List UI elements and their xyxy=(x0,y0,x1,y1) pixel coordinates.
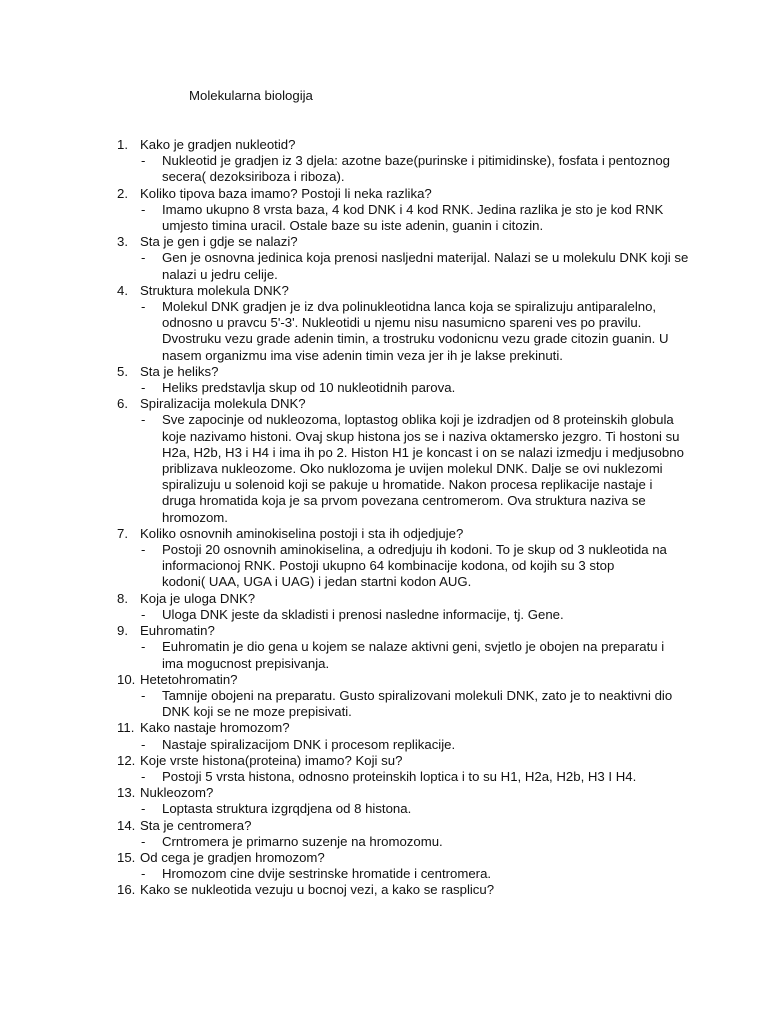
question-list xyxy=(0,137,768,899)
answer-block xyxy=(0,380,768,396)
dash-bullet-icon: - xyxy=(141,639,146,655)
item-number: 4. xyxy=(117,282,128,298)
list-item xyxy=(0,234,768,283)
answer-line: DNK koji se ne moze prepisivati. xyxy=(162,704,352,720)
answer-line: Dvostruku vezu grade adenin timin, a trostruku vodonicnu vezu grade citozin guanin. U xyxy=(162,331,669,347)
answer-text xyxy=(162,542,682,591)
question-text: Hetetohromatin? xyxy=(140,671,238,687)
answer-line: spiralizuju u solenoid koji se pakuje u hromatide. Nakon procesa replikacije nastaje i xyxy=(162,477,653,493)
answer-block xyxy=(0,153,768,185)
answer-line: koje nazivamo histoni. Ovaj skup histona jos se i naziva oktamersko jezgro. Ti hostoni su xyxy=(162,428,680,444)
list-item xyxy=(0,364,768,396)
answer-text xyxy=(162,866,682,882)
answer-block xyxy=(0,688,768,720)
answer-text xyxy=(162,250,689,282)
answer-line: Nukleotid je gradjen iz 3 djela: azotne baze(purinske i pitimidinske), fosfata i pentoznog xyxy=(162,153,671,169)
answer-line: Imamo ukupno 8 vrsta baza, 4 kod DNK i 4 kod RNK. Jedina razlika je sto je kod RNK xyxy=(162,201,664,217)
list-item xyxy=(0,850,768,882)
item-number: 5. xyxy=(117,363,128,379)
answer-block xyxy=(0,542,768,591)
list-item xyxy=(0,137,768,186)
question-text: Sta je centromera? xyxy=(140,817,252,833)
answer-text xyxy=(162,607,682,623)
answer-text xyxy=(162,202,682,234)
answer-line: druga hromatida koja je sa prvom povezana centromerom. Ova struktura naziva se xyxy=(162,493,646,509)
list-item xyxy=(0,591,768,623)
answer-line: Molekul DNK gradjen je iz dva polinukleotidna lanca koja se spiralizuju antiparalelno, xyxy=(162,299,657,315)
answer-line: odnosno u pravcu 5'-3'. Nukleotidi u njemu nisu nasumicno spareni ves po pravilu. xyxy=(162,315,642,331)
answer-line: nalazi u jedru celije. xyxy=(162,266,278,282)
answer-block xyxy=(0,607,768,623)
dash-bullet-icon: - xyxy=(141,736,146,752)
question-text: Euhromatin? xyxy=(140,623,215,639)
dash-bullet-icon: - xyxy=(141,380,146,396)
answer-block xyxy=(0,769,768,785)
answer-block xyxy=(0,639,768,671)
answer-text xyxy=(162,737,682,753)
dash-bullet-icon: - xyxy=(141,801,146,817)
answer-line: Gen je osnovna jedinica koja prenosi nasljedni materijal. Nalazi se u molekulu DNK koji se xyxy=(162,250,689,266)
page-title: Molekularna biologija xyxy=(189,88,313,103)
question-text: Koje vrste histona(proteina) imamo? Koji su? xyxy=(140,752,403,768)
answer-block xyxy=(0,834,768,850)
question-text: Kako nastaje hromozom? xyxy=(140,720,290,736)
answer-text xyxy=(162,639,682,671)
list-item xyxy=(0,785,768,817)
question-text: Koliko osnovnih aminokiselina postoji i sta ih odjedjuje? xyxy=(140,525,464,541)
dash-bullet-icon: - xyxy=(141,299,146,315)
item-number: 10. xyxy=(117,671,136,687)
dash-bullet-icon: - xyxy=(141,542,146,558)
answer-text xyxy=(162,299,682,364)
question-text: Kako je gradjen nukleotid? xyxy=(140,137,296,152)
answer-line: Euhromatin je dio gena u kojem se nalaze aktivni geni, svjetlo je obojen na preparatu i xyxy=(162,639,665,655)
answer-block xyxy=(0,412,768,525)
list-item xyxy=(0,672,768,721)
answer-line: Tamnije obojeni na preparatu. Gusto spiralizovani molekuli DNK, zato je to neaktivni dio xyxy=(162,687,673,703)
item-number: 16. xyxy=(117,882,136,898)
item-number: 8. xyxy=(117,590,128,606)
list-item xyxy=(0,396,768,526)
item-number: 7. xyxy=(117,525,128,541)
answer-text xyxy=(162,834,682,850)
answer-line: Nastaje spiralizacijom DNK i procesom replikacije. xyxy=(162,736,456,752)
answer-text xyxy=(162,412,682,525)
answer-line: Postoji 20 osnovnih aminokiselina, a odredjuju ih kodoni. To je skup od 3 nukleotida na xyxy=(162,542,667,558)
item-number: 12. xyxy=(117,752,136,768)
item-number: 6. xyxy=(117,396,128,412)
answer-block xyxy=(0,250,768,282)
list-item xyxy=(0,186,768,235)
question-text: Struktura molekula DNK? xyxy=(140,282,289,298)
list-item xyxy=(0,283,768,364)
answer-block xyxy=(0,801,768,817)
answer-line: kodoni( UAA, UGA i UAG) i jedan startni kodon AUG. xyxy=(162,574,472,590)
list-item xyxy=(0,818,768,850)
answer-text xyxy=(162,688,682,720)
item-number: 1. xyxy=(117,137,128,152)
question-text: Sta je gen i gdje se nalazi? xyxy=(140,234,298,250)
list-item xyxy=(0,882,768,898)
answer-line: Heliks predstavlja skup od 10 nukleotidnih parova. xyxy=(162,380,456,396)
answer-line: priblizava nukleozome. Oko nuklozoma je uvijen molekul DNK. Dalje se ovi nuklezomi xyxy=(162,461,663,477)
answer-block xyxy=(0,299,768,364)
dash-bullet-icon: - xyxy=(141,833,146,849)
dash-bullet-icon: - xyxy=(141,412,146,428)
question-text: Koliko tipova baza imamo? Postoji li neka razlika? xyxy=(140,185,432,201)
list-item xyxy=(0,526,768,591)
dash-bullet-icon: - xyxy=(141,201,146,217)
answer-block xyxy=(0,866,768,882)
answer-line: Postoji 5 vrsta histona, odnosno proteinskih loptica i to su H1, H2a, H2b, H3 I H4. xyxy=(162,768,637,784)
answer-text xyxy=(162,769,682,785)
answer-line: ima mogucnost prepisivanja. xyxy=(162,655,330,671)
answer-text xyxy=(162,380,682,396)
item-number: 11. xyxy=(117,720,135,736)
item-number: 9. xyxy=(117,623,128,639)
answer-line: Crntromera je primarno suzenje na hromozomu. xyxy=(162,833,443,849)
question-text: Koja je uloga DNK? xyxy=(140,590,256,606)
dash-bullet-icon: - xyxy=(141,768,146,784)
answer-line: informacionoj RNK. Postoji ukupno 64 kombinacije kodona, od kojih su 3 stop xyxy=(162,558,615,574)
answer-text xyxy=(162,801,682,817)
list-item xyxy=(0,753,768,785)
answer-block xyxy=(0,737,768,753)
answer-line: Loptasta struktura izgrqdjena od 8 histona. xyxy=(162,801,412,817)
answer-block xyxy=(0,202,768,234)
item-number: 13. xyxy=(117,785,136,801)
dash-bullet-icon: - xyxy=(141,606,146,622)
question-text: Nukleozom? xyxy=(140,785,214,801)
dash-bullet-icon: - xyxy=(141,153,146,169)
answer-line: nasem organizmu ima vise adenin timin veza jer ih je lakse prekinuti. xyxy=(162,347,563,363)
dash-bullet-icon: - xyxy=(141,250,146,266)
item-number: 14. xyxy=(117,817,136,833)
answer-text xyxy=(162,153,682,185)
dash-bullet-icon: - xyxy=(141,687,146,703)
question-text: Kako se nukleotida vezuju u bocnoj vezi, a kako se rasplicu? xyxy=(140,882,495,898)
answer-line: H2a, H2b, H3 i H4 i ima ih po 2. Histon H1 je koncast i on se nalazi izmedju i medjusobno xyxy=(162,444,684,460)
question-text: Sta je heliks? xyxy=(140,363,219,379)
answer-line: Uloga DNK jeste da skladisti i prenosi nasledne informacije, tj. Gene. xyxy=(162,606,564,622)
answer-line: hromozom. xyxy=(162,509,228,525)
answer-line: Sve zapocinje od nukleozoma, loptastog oblika koji je izdradjen od 8 proteinskih globula xyxy=(162,412,674,428)
question-text: Od cega je gradjen hromozom? xyxy=(140,849,325,865)
dash-bullet-icon: - xyxy=(141,866,146,882)
answer-line: secera( dezoksiriboza i riboza). xyxy=(162,169,345,185)
list-item xyxy=(0,720,768,752)
list-item xyxy=(0,623,768,672)
item-number: 3. xyxy=(117,234,128,250)
answer-line: Hromozom cine dvije sestrinske hromatide i centromera. xyxy=(162,866,492,882)
answer-line: umjesto timina uracil. Ostale baze su iste adenin, guanin i citozin. xyxy=(162,218,544,234)
item-number: 15. xyxy=(117,849,136,865)
item-number: 2. xyxy=(117,185,128,201)
question-text: Spiralizacija molekula DNK? xyxy=(140,396,306,412)
